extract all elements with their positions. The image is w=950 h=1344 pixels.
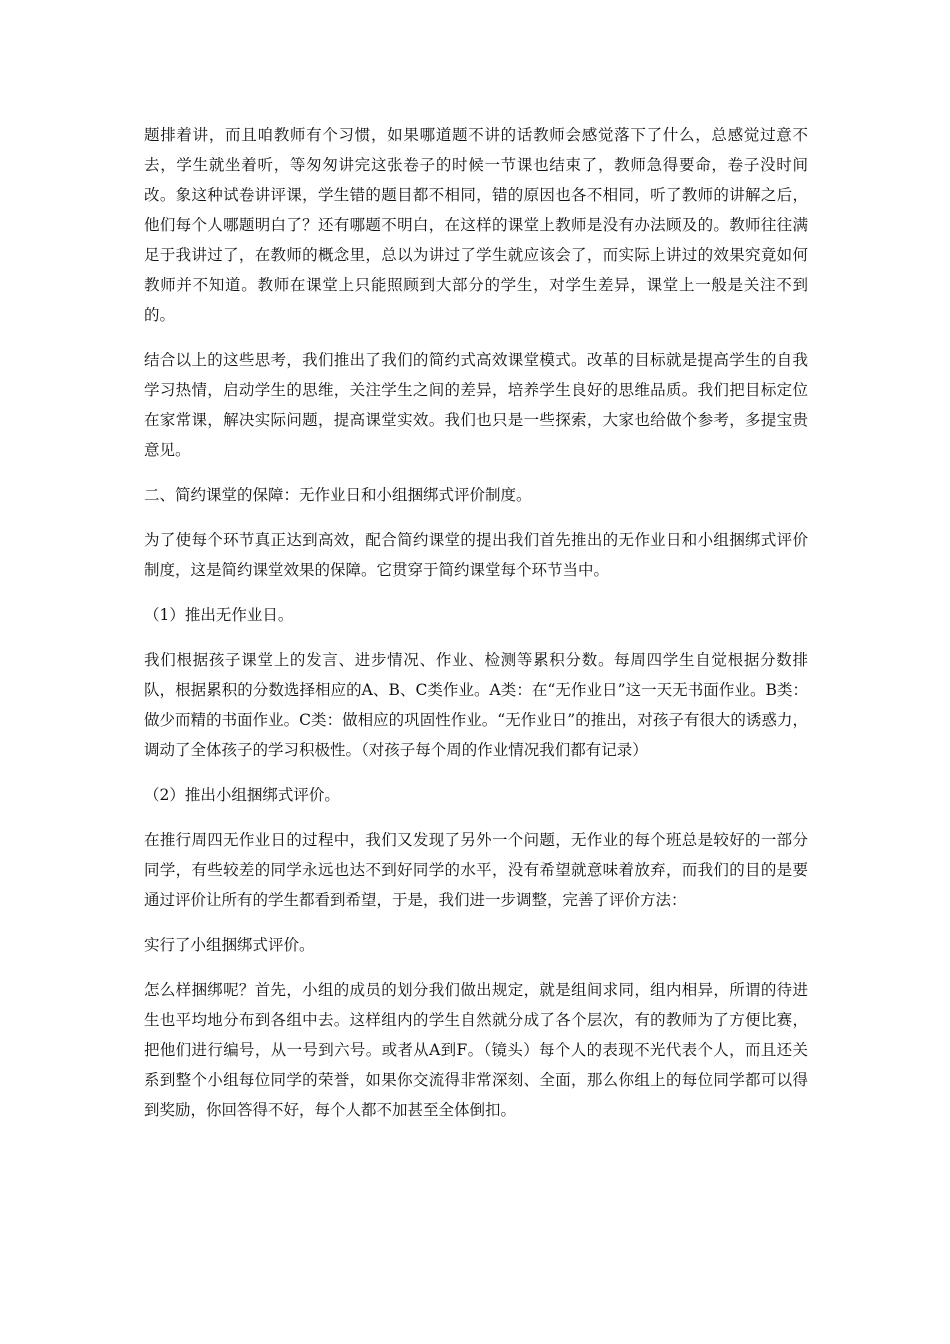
paragraph-gap — [144, 915, 808, 930]
paragraph-exam-review: 题排着讲，而且咱教师有个习惯，如果哪道题不讲的话教师会感觉落下了什么，总感觉过意不去，学生就坐着听，等匆匆讲完这张卷子的时候一节课也结束了，教师急得要命，卷子没时间改。象这种试卷讲评课，学生错的题目都不相同，错的原因也各不相同，听了教师的讲解之后，他们每个人哪题明白了？还有哪题不明白，在这样的课堂上教师是没有办法顾及的。教师往往满足于我讲过了，在教师的概念里，总以为讲过了学生就应该会了，而实际上讲过的效果究竟如何教师并不知道。教师在课堂上只能照顾到大部分的学生，对学生差异，课堂上一般是关注不到的。 — [144, 126, 808, 324]
paragraph-no-homework-day: 我们根据孩子课堂上的发言、进步情况、作业、检测等累积分数。每周四学生自觉根据分数排队，根据累积的分数选择相应的A、B、C类作业。A类：在“无作业日”这一天无书面作业。B类：做少而精的书面作业。C类：做相应的巩固性作业。“无作业日”的推出，对孩子有很大的诱惑力，调动了全体孩子的学习积极性。（对孩子每个周的作业情况我们都有记录） — [144, 651, 808, 759]
paragraph-gap — [144, 330, 808, 345]
paragraph-how-to-bind: 怎么样捆绑呢？首先，小组的成员的划分我们做出规定，就是组间求同，组内相异，所谓的待进生也平均地分布到各组中去。这样组内的学生自然就分成了各个层次，有的教师为了方便比赛，把他们进行编号，从一号到六号。或者从A到F。（镜头）每个人的表现不光代表个人，而且还关系到整个小组每位同学的荣誉，如果你交流得非常深刻、全面，那么你组上的每位同学都可以得到奖励，你回答得不好，每个人都不加甚至全体倒扣。 — [144, 981, 808, 1119]
paragraph-gap — [144, 585, 808, 600]
paragraph-new-problem: 在推行周四无作业日的过程中，我们又发现了另外一个问题，无作业的每个班总是较好的一部分同学，有些较差的同学永远也达不到好同学的水平，没有希望就意味着放弃，而我们的目的是要通过评价让所有的学生都看到希望，于是，我们进一步调整，完善了评价方法： — [144, 831, 808, 909]
subheading-group-evaluation: （2）推出小组捆绑式评价。 — [144, 786, 340, 804]
paragraph-implemented: 实行了小组捆绑式评价。 — [144, 936, 315, 954]
paragraph-simplified-classroom: 结合以上的这些思考，我们推出了我们的简约式高效课堂模式。改革的目标就是提高学生的自我学习热情，启动学生的思维，关注学生之间的差异，培养学生良好的思维品质。我们把目标定位在家常课，解决实际问题，提高课堂实效。我们也只是一些探索，大家也给做个参考，多提宝贵意见。 — [144, 351, 808, 459]
paragraph-gap — [144, 510, 808, 525]
subheading-no-homework-day: （1）推出无作业日。 — [144, 606, 294, 624]
paragraph-gap — [144, 765, 808, 780]
paragraph-gap — [144, 465, 808, 480]
document-body — [144, 120, 808, 1125]
paragraph-gap — [144, 960, 808, 975]
paragraph-guarantee: 为了使每个环节真正达到高效，配合简约课堂的提出我们首先推出的无作业日和小组捆绑式评价制度，这是简约课堂效果的保障。它贯穿于简约课堂每个环节当中。 — [144, 531, 808, 579]
paragraph-gap — [144, 810, 808, 825]
section-heading-two: 二、简约课堂的保障：无作业日和小组捆绑式评价制度。 — [144, 486, 532, 504]
paragraph-gap — [144, 630, 808, 645]
